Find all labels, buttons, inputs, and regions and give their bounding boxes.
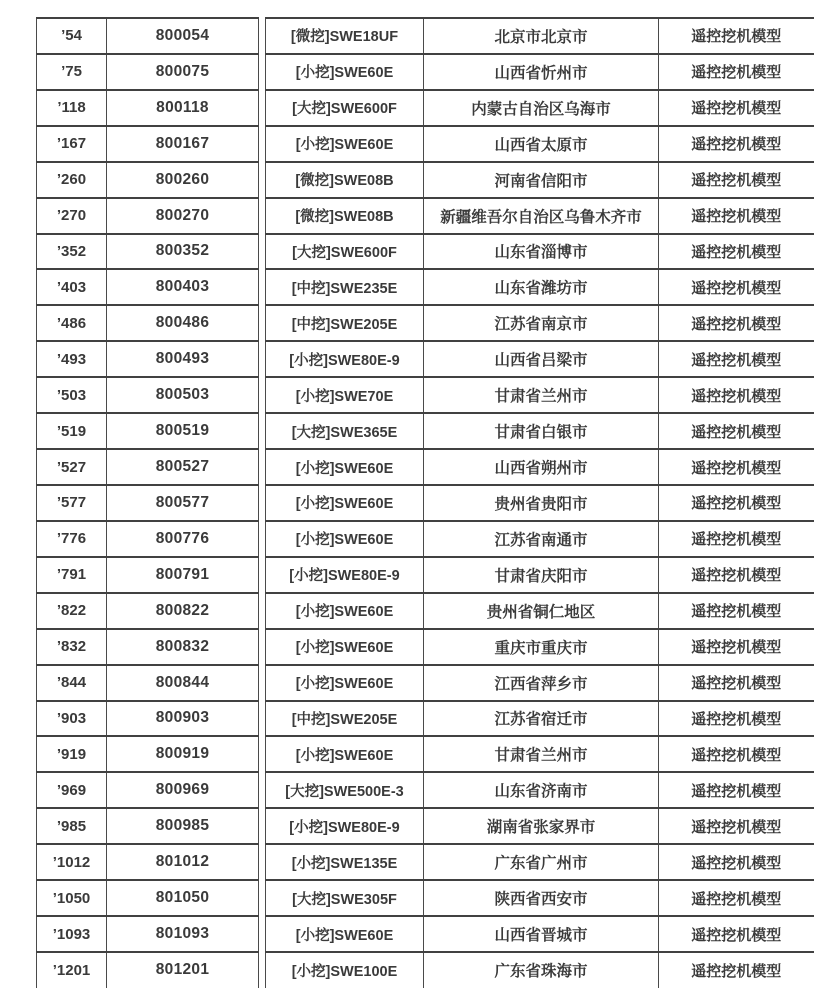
cell-row-label: ’1012: [37, 844, 107, 880]
cell-serial: 800832: [107, 629, 259, 665]
cell-row-label: ’903: [37, 701, 107, 737]
table-row: [266, 413, 814, 449]
cell-row-label: ’1050: [37, 880, 107, 916]
cell-model: [大挖]SWE500E-3: [266, 772, 424, 808]
cell-model: [小挖]SWE60E: [266, 54, 424, 90]
cell-model: [微挖]SWE08B: [266, 162, 424, 198]
cell-row-label: ’776: [37, 521, 107, 557]
cell-serial: 800493: [107, 341, 259, 377]
cell-region: 江西省萍乡市: [424, 665, 659, 701]
cell-serial: 800577: [107, 485, 259, 521]
cell-serial: 800486: [107, 305, 259, 341]
table-row: [37, 593, 259, 629]
table-row: [266, 18, 814, 54]
cell-region: 山西省朔州市: [424, 449, 659, 485]
cell-serial: 800075: [107, 54, 259, 90]
table-row: [37, 701, 259, 737]
cell-row-label: ’270: [37, 198, 107, 234]
cell-region: 甘肃省白银市: [424, 413, 659, 449]
table-row: [266, 269, 814, 305]
cell-row-label: ’486: [37, 305, 107, 341]
table-row: [37, 952, 259, 988]
table-row: [37, 18, 259, 54]
excavator-table-left-block: [36, 17, 259, 988]
cell-row-label: ’1093: [37, 916, 107, 952]
cell-model: [小挖]SWE70E: [266, 377, 424, 413]
cell-model: [大挖]SWE600F: [266, 90, 424, 126]
cell-model: [中挖]SWE205E: [266, 701, 424, 737]
cell-serial: 801050: [107, 880, 259, 916]
cell-model: [微挖]SWE08B: [266, 198, 424, 234]
cell-product: 遥控挖机模型: [659, 162, 814, 198]
cell-model: [小挖]SWE60E: [266, 665, 424, 701]
table-row: [37, 629, 259, 665]
table-row: [37, 557, 259, 593]
table-row: [266, 952, 814, 988]
cell-region: 山东省潍坊市: [424, 269, 659, 305]
cell-serial: 800054: [107, 18, 259, 54]
table-row: [266, 557, 814, 593]
cell-product: 遥控挖机模型: [659, 54, 814, 90]
cell-serial: 801201: [107, 952, 259, 988]
cell-model: [大挖]SWE305F: [266, 880, 424, 916]
table-row: [266, 341, 814, 377]
table-row: [266, 90, 814, 126]
cell-model: [小挖]SWE60E: [266, 485, 424, 521]
cell-row-label: ’493: [37, 341, 107, 377]
cell-model: [微挖]SWE18UF: [266, 18, 424, 54]
cell-serial: 800260: [107, 162, 259, 198]
cell-row-label: ’832: [37, 629, 107, 665]
cell-row-label: ’403: [37, 269, 107, 305]
cell-model: [小挖]SWE60E: [266, 736, 424, 772]
cell-row-label: ’1201: [37, 952, 107, 988]
cell-product: 遥控挖机模型: [659, 377, 814, 413]
cell-product: 遥控挖机模型: [659, 844, 814, 880]
cell-serial: 800822: [107, 593, 259, 629]
cell-product: 遥控挖机模型: [659, 521, 814, 557]
cell-serial: 800167: [107, 126, 259, 162]
cell-serial: 800985: [107, 808, 259, 844]
cell-region: 北京市北京市: [424, 18, 659, 54]
table-row: [37, 521, 259, 557]
cell-product: 遥控挖机模型: [659, 485, 814, 521]
cell-model: [小挖]SWE60E: [266, 126, 424, 162]
cell-region: 贵州省铜仁地区: [424, 593, 659, 629]
cell-region: 广东省广州市: [424, 844, 659, 880]
table-row: [266, 449, 814, 485]
table-row: [266, 234, 814, 270]
cell-serial: 801012: [107, 844, 259, 880]
cell-row-label: ’985: [37, 808, 107, 844]
cell-model: [小挖]SWE135E: [266, 844, 424, 880]
table-row: [37, 90, 259, 126]
table-row: [266, 198, 814, 234]
table-row: [37, 772, 259, 808]
cell-model: [小挖]SWE60E: [266, 593, 424, 629]
cell-region: 陕西省西安市: [424, 880, 659, 916]
cell-product: 遥控挖机模型: [659, 952, 814, 988]
cell-serial: 800919: [107, 736, 259, 772]
cell-product: 遥控挖机模型: [659, 18, 814, 54]
cell-product: 遥控挖机模型: [659, 234, 814, 270]
cell-region: 山东省淄博市: [424, 234, 659, 270]
cell-region: 山西省忻州市: [424, 54, 659, 90]
table-row: [266, 485, 814, 521]
cell-serial: 800844: [107, 665, 259, 701]
table-row: [266, 377, 814, 413]
cell-product: 遥控挖机模型: [659, 557, 814, 593]
table-row: [266, 772, 814, 808]
cell-row-label: ’791: [37, 557, 107, 593]
cell-product: 遥控挖机模型: [659, 629, 814, 665]
cell-row-label: ’519: [37, 413, 107, 449]
cell-model: [中挖]SWE205E: [266, 305, 424, 341]
table-row: [37, 126, 259, 162]
table-row: [266, 808, 814, 844]
cell-region: 甘肃省庆阳市: [424, 557, 659, 593]
cell-model: [小挖]SWE100E: [266, 952, 424, 988]
cell-product: 遥控挖机模型: [659, 593, 814, 629]
cell-serial: 800403: [107, 269, 259, 305]
cell-serial: 800118: [107, 90, 259, 126]
cell-product: 遥控挖机模型: [659, 269, 814, 305]
cell-serial: 800776: [107, 521, 259, 557]
cell-region: 山西省吕梁市: [424, 341, 659, 377]
table-row: [37, 54, 259, 90]
cell-row-label: ’118: [37, 90, 107, 126]
table-row: [37, 234, 259, 270]
cell-product: 遥控挖机模型: [659, 90, 814, 126]
table-row: [266, 593, 814, 629]
left-table-body: [37, 18, 259, 988]
cell-row-label: ’260: [37, 162, 107, 198]
cell-product: 遥控挖机模型: [659, 736, 814, 772]
cell-row-label: ’577: [37, 485, 107, 521]
cell-row-label: ’352: [37, 234, 107, 270]
right-table-body: [266, 18, 814, 988]
cell-region: 甘肃省兰州市: [424, 736, 659, 772]
table-row: [37, 880, 259, 916]
cell-model: [小挖]SWE60E: [266, 521, 424, 557]
table-row: [37, 305, 259, 341]
cell-model: [小挖]SWE60E: [266, 629, 424, 665]
cell-product: 遥控挖机模型: [659, 341, 814, 377]
cell-model: [小挖]SWE80E-9: [266, 341, 424, 377]
table-row: [266, 629, 814, 665]
cell-model: [中挖]SWE235E: [266, 269, 424, 305]
cell-product: 遥控挖机模型: [659, 772, 814, 808]
cell-serial: 800969: [107, 772, 259, 808]
cell-row-label: ’919: [37, 736, 107, 772]
cell-row-label: ’822: [37, 593, 107, 629]
cell-model: [小挖]SWE60E: [266, 916, 424, 952]
table-row: [266, 844, 814, 880]
cell-region: 江苏省南通市: [424, 521, 659, 557]
cell-row-label: ’503: [37, 377, 107, 413]
table-row: [266, 126, 814, 162]
cell-region: 重庆市重庆市: [424, 629, 659, 665]
cell-region: 新疆维吾尔自治区乌鲁木齐市: [424, 198, 659, 234]
cell-region: 湖南省张家界市: [424, 808, 659, 844]
cell-serial: 800270: [107, 198, 259, 234]
cell-model: [小挖]SWE60E: [266, 449, 424, 485]
table-row: [37, 808, 259, 844]
cell-product: 遥控挖机模型: [659, 305, 814, 341]
cell-region: 河南省信阳市: [424, 162, 659, 198]
cell-serial: 800527: [107, 449, 259, 485]
table-row: [266, 736, 814, 772]
cell-serial: 800903: [107, 701, 259, 737]
cell-product: 遥控挖机模型: [659, 413, 814, 449]
cell-product: 遥控挖机模型: [659, 126, 814, 162]
cell-model: [小挖]SWE80E-9: [266, 557, 424, 593]
cell-row-label: ’75: [37, 54, 107, 90]
cell-serial: 800503: [107, 377, 259, 413]
cell-row-label: ’969: [37, 772, 107, 808]
table-row: [37, 665, 259, 701]
cell-product: 遥控挖机模型: [659, 808, 814, 844]
table-row: [37, 413, 259, 449]
cell-row-label: ’167: [37, 126, 107, 162]
cell-serial: 800519: [107, 413, 259, 449]
cell-region: 贵州省贵阳市: [424, 485, 659, 521]
table-row: [37, 162, 259, 198]
cell-region: 甘肃省兰州市: [424, 377, 659, 413]
cell-product: 遥控挖机模型: [659, 665, 814, 701]
cell-product: 遥控挖机模型: [659, 701, 814, 737]
table-row: [37, 736, 259, 772]
cell-region: 山东省济南市: [424, 772, 659, 808]
cell-model: [大挖]SWE365E: [266, 413, 424, 449]
table-row: [266, 916, 814, 952]
table-row: [266, 521, 814, 557]
table-row: [266, 665, 814, 701]
cell-model: [小挖]SWE80E-9: [266, 808, 424, 844]
table-row: [37, 341, 259, 377]
cell-row-label: ’54: [37, 18, 107, 54]
table-row: [37, 377, 259, 413]
cell-product: 遥控挖机模型: [659, 880, 814, 916]
cell-region: 山西省太原市: [424, 126, 659, 162]
cell-product: 遥控挖机模型: [659, 449, 814, 485]
cell-serial: 801093: [107, 916, 259, 952]
cell-serial: 800791: [107, 557, 259, 593]
cell-row-label: ’844: [37, 665, 107, 701]
cell-product: 遥控挖机模型: [659, 198, 814, 234]
excavator-table-right-block: [265, 17, 814, 988]
table-row: [37, 449, 259, 485]
cell-region: 江苏省南京市: [424, 305, 659, 341]
cell-region: 江苏省宿迁市: [424, 701, 659, 737]
table-row: [37, 485, 259, 521]
table-row: [266, 54, 814, 90]
cell-model: [大挖]SWE600F: [266, 234, 424, 270]
cell-product: 遥控挖机模型: [659, 916, 814, 952]
table-row: [37, 198, 259, 234]
cell-row-label: ’527: [37, 449, 107, 485]
table-row: [266, 162, 814, 198]
cell-region: 广东省珠海市: [424, 952, 659, 988]
table-row: [37, 844, 259, 880]
cell-region: 内蒙古自治区乌海市: [424, 90, 659, 126]
table-row: [37, 916, 259, 952]
cell-serial: 800352: [107, 234, 259, 270]
table-row: [266, 305, 814, 341]
table-row: [266, 701, 814, 737]
table-row: [266, 880, 814, 916]
table-row: [37, 269, 259, 305]
cell-region: 山西省晋城市: [424, 916, 659, 952]
